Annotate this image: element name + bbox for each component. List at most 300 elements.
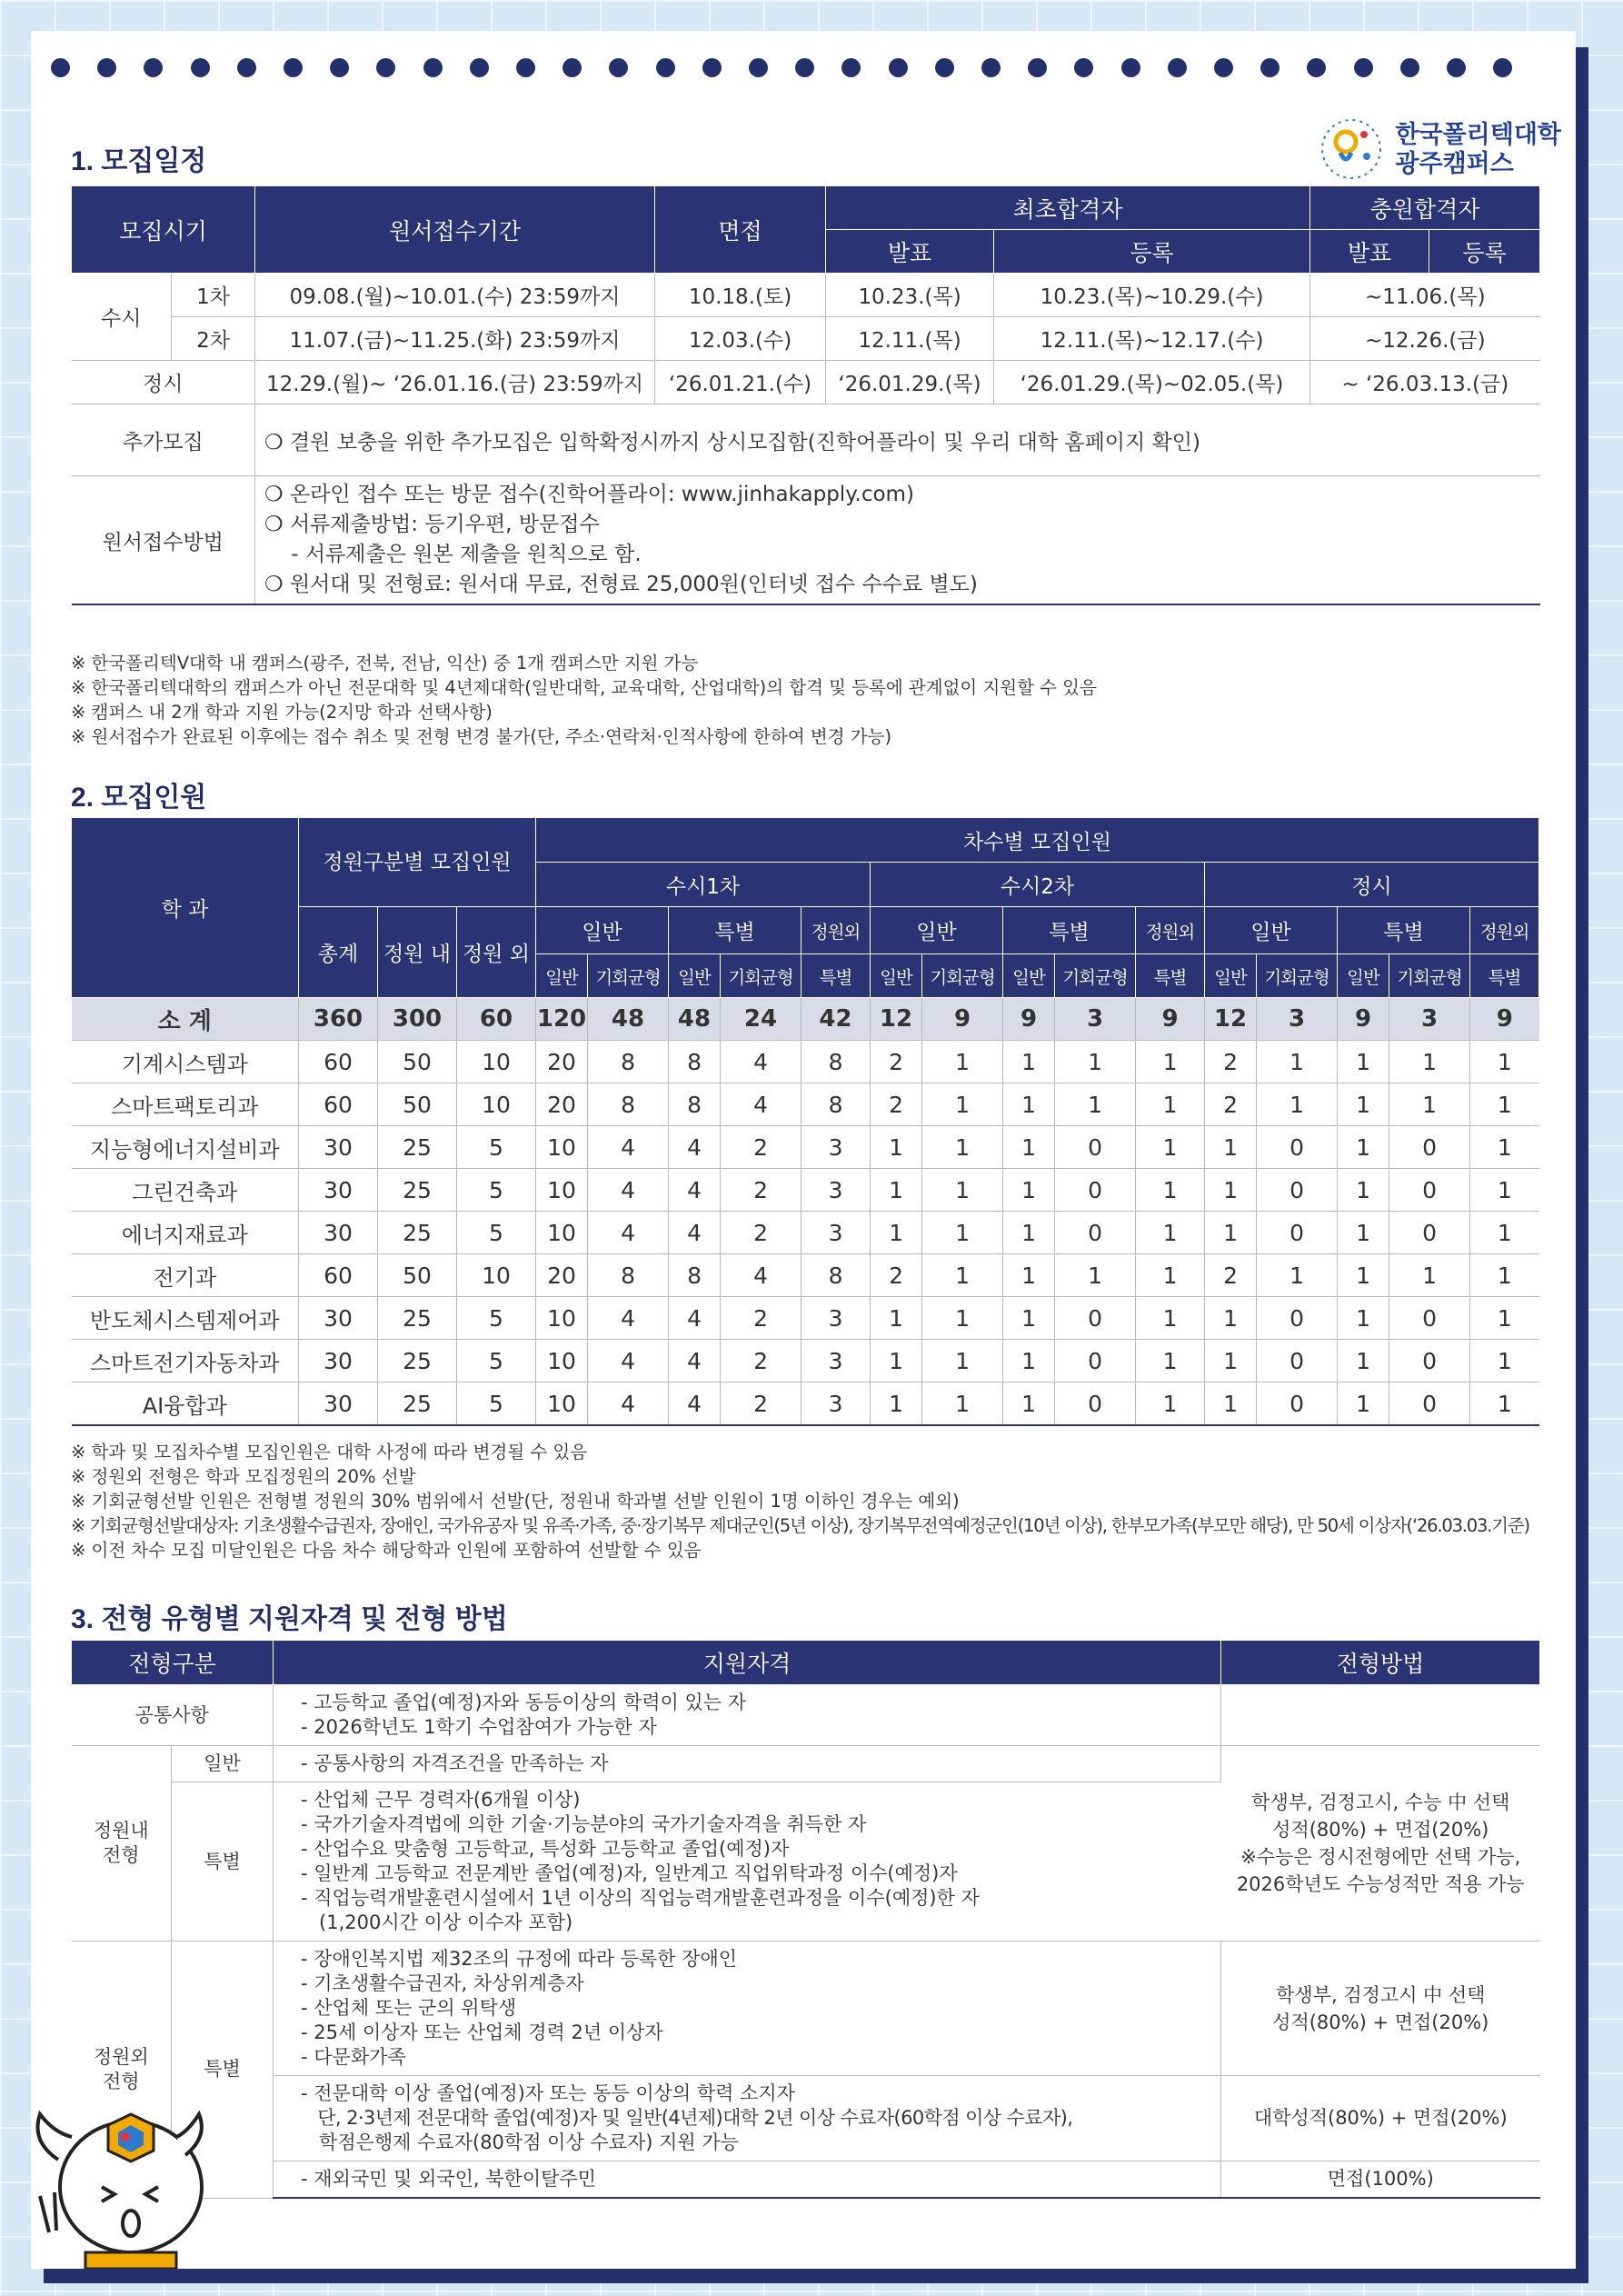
first-announce: ‘26.01.29.(목) <box>826 361 994 404</box>
quota-value: 8 <box>669 1041 721 1083</box>
binder-dot <box>144 58 163 77</box>
quota-value: 0 <box>1055 1212 1136 1254</box>
quota-value: 8 <box>802 1083 871 1126</box>
dept-row <box>72 1297 1539 1340</box>
note: ※ 학과 및 모집차수별 모집인원은 대학 사정에 따라 변경될 수 있음 <box>71 1442 588 1462</box>
section2-notes <box>71 1440 1529 1562</box>
header-total: 총계 <box>299 907 378 998</box>
apply-period: 11.07.(금)~11.25.(화) 23:59까지 <box>255 317 655 361</box>
quota-value: 1 <box>1389 1083 1470 1126</box>
header-extra-announce: 발표 <box>1310 230 1429 274</box>
note: ※ 원서접수가 완료된 이후에는 접수 취소 및 전형 변경 불가(단, 주소·연락처·인적사항에 한하여 변경 가능) <box>71 726 892 747</box>
schedule-row <box>72 274 1540 317</box>
quota-value: 1 <box>922 1212 1003 1254</box>
extra-period: ~11.06.(목) <box>1310 274 1540 317</box>
subtotal-value: 42 <box>802 998 871 1041</box>
quota-value: 5 <box>457 1340 536 1383</box>
quota-value: 20 <box>536 1041 588 1083</box>
quota-value: 3 <box>802 1126 871 1169</box>
quota-value: 4 <box>669 1212 721 1254</box>
binder-dot <box>935 58 954 77</box>
quota-value: 50 <box>378 1083 457 1126</box>
section2-title: 2. 모집인원 <box>71 783 207 813</box>
quota-value: 2 <box>1205 1041 1257 1083</box>
quota-value: 1 <box>922 1083 1003 1126</box>
binder-dot <box>795 58 814 77</box>
quota-value: 25 <box>378 1383 457 1426</box>
quota-value: 1 <box>1205 1383 1257 1426</box>
subtotal-label: 소 계 <box>72 998 299 1041</box>
quota-value: 30 <box>299 1383 378 1426</box>
quota-value: 1 <box>1055 1083 1136 1126</box>
quota-value: 1 <box>1338 1126 1389 1169</box>
qual-line: - 산업체 또는 군의 위탁생 <box>301 1997 517 2019</box>
header-in-quota: 정원 내 <box>378 907 457 998</box>
note: ※ 기회균형선발 인원은 전형별 정원의 30% 범위에서 선발(단, 정원내 학과별 선발 인원이 1명 이하인 경우는 예외) <box>71 1491 960 1512</box>
subtotal-value: 300 <box>378 998 457 1041</box>
binder-dot <box>1121 58 1140 77</box>
header-g-general: 일반 <box>871 954 922 998</box>
quota-value: 25 <box>378 1169 457 1212</box>
quota-value: 4 <box>588 1383 669 1426</box>
header-g-balance: 기회균형 <box>1055 954 1136 998</box>
header-type: 전형구분 <box>72 1641 274 1685</box>
quota-value: 0 <box>1389 1297 1470 1340</box>
quota-value: 25 <box>378 1340 457 1383</box>
method-line: ❍ 온라인 접수 또는 방문 접수(진학어플라이: www.jinhakapply.com) <box>264 483 914 506</box>
binder-dot <box>1493 58 1512 77</box>
quota-value: 2 <box>871 1254 922 1297</box>
binder-dot <box>284 58 303 77</box>
header-period: 모집시기 <box>72 186 255 274</box>
quota-value: 4 <box>588 1126 669 1169</box>
binder-dots <box>51 58 1559 80</box>
common-row <box>72 1685 1540 1746</box>
header-first: 최초합격자 <box>826 186 1310 230</box>
quota-value: 1 <box>1338 1254 1389 1297</box>
out-special-label: 특별 <box>172 1942 274 2199</box>
binder-dot <box>981 58 1001 77</box>
quota-value: 1 <box>1003 1254 1055 1297</box>
dept-row <box>72 1212 1539 1254</box>
subtotal-value: 9 <box>922 998 1003 1041</box>
quota-value: 60 <box>299 1041 378 1083</box>
quota-value: 3 <box>802 1383 871 1426</box>
quota-value: 1 <box>1055 1041 1136 1083</box>
binder-dot <box>1028 58 1047 77</box>
subtotal-row <box>72 998 1539 1041</box>
round-label: 1차 <box>172 274 255 317</box>
quota-value: 8 <box>588 1254 669 1297</box>
quota-value: 1 <box>1136 1254 1205 1297</box>
method-line: ❍ 원서대 및 전형료: 원서대 무료, 전형료 25,000원(인터넷 접수 수수료 별도) <box>264 573 978 596</box>
quota-value: 1 <box>1470 1126 1539 1169</box>
quota-value: 30 <box>299 1297 378 1340</box>
qual-line: 단, 2·3년제 전문대학 졸업(예정)자 및 일반(4년제)대학 2년 이상 수료자(60학점 이상 수료자), <box>301 2107 1073 2129</box>
method-line: - 서류제출은 원본 제출을 원칙으로 함. <box>264 543 642 566</box>
quota-value: 0 <box>1389 1169 1470 1212</box>
in-quota-method: 학생부, 검정고시, 수능 中 선택 성적(80%) + 면접(20%) ※수능은 정시전형에만 선택 가능, 2026학년도 수능성적만 적용 가능 <box>1221 1746 1540 1942</box>
qual-line: - 장애인복지법 제32조의 규정에 따라 등록한 장애인 <box>301 1948 738 1970</box>
quota-value: 1 <box>1389 1254 1470 1297</box>
subtotal-value: 12 <box>871 998 922 1041</box>
first-register: ‘26.01.29.(목)~02.05.(목) <box>994 361 1310 404</box>
method-line: ❍ 서류제출방법: 등기우편, 방문접수 <box>264 513 600 536</box>
quota-value: 1 <box>1338 1383 1389 1426</box>
qual-line: - 직업능력개발훈련시설에서 1년 이상의 직업능력개발훈련과정을 이수(예정)한 자 <box>301 1887 980 1909</box>
qual-line: - 기초생활수급권자, 차상위계층자 <box>301 1972 584 1994</box>
special-label: 특별 <box>172 1782 274 1942</box>
quota-value: 1 <box>1338 1340 1389 1383</box>
quota-value: 2 <box>721 1126 802 1169</box>
subtotal-value: 360 <box>299 998 378 1041</box>
header-first-announce: 발표 <box>826 230 994 274</box>
quota-value: 1 <box>1003 1169 1055 1212</box>
quota-value: 50 <box>378 1254 457 1297</box>
quota-value: 1 <box>1205 1212 1257 1254</box>
quota-value: 1 <box>922 1254 1003 1297</box>
section3-title: 3. 전형 유형별 지원자격 및 전형 방법 <box>71 1604 508 1634</box>
binder-dot <box>237 58 256 77</box>
quota-value: 2 <box>721 1169 802 1212</box>
out-qual-a <box>274 1942 1221 2076</box>
lightbulb-logo-icon <box>1315 113 1388 185</box>
quota-value: 1 <box>1470 1254 1539 1297</box>
quota-value: 1 <box>1470 1083 1539 1126</box>
method-row <box>72 476 1540 605</box>
interview-date: ‘26.01.21.(수) <box>655 361 826 404</box>
quota-value: 20 <box>536 1083 588 1126</box>
qual-line: - 산업수요 맞춤형 고등학교, 특성화 고등학교 졸업(예정)자 <box>301 1838 790 1860</box>
quota-value: 1 <box>1003 1083 1055 1126</box>
quota-value: 1 <box>871 1340 922 1383</box>
out-method-b: 대학성적(80%) + 면접(20%) <box>1221 2076 1540 2161</box>
quota-value: 8 <box>802 1041 871 1083</box>
quota-value: 10 <box>536 1169 588 1212</box>
quota-value: 8 <box>588 1041 669 1083</box>
page <box>31 31 1576 2269</box>
quota-value: 2 <box>721 1212 802 1254</box>
quota-value: 1 <box>1205 1169 1257 1212</box>
binder-dot <box>330 58 349 77</box>
quota-value: 1 <box>1205 1340 1257 1383</box>
criteria-table <box>71 1640 1540 2199</box>
subtotal-value: 3 <box>1055 998 1136 1041</box>
header-method: 전형방법 <box>1221 1641 1540 1685</box>
in-quota-label: 정원내 전형 <box>72 1746 172 1942</box>
common-method <box>1221 1685 1540 1746</box>
quota-value: 1 <box>1136 1297 1205 1340</box>
quota-value: 1 <box>1338 1212 1389 1254</box>
quota-value: 4 <box>588 1212 669 1254</box>
note: ※ 기회균형선발대상자: 기초생활수급권자, 장애인, 국가유공자 및 유족·가족, 중·장기복무 제대군인(5년 이상), 장기복무전역예정군인(10년 이상), 한부모가족(부모만 해당), 만 50세 이상자(‘26.03.03.기준) <box>71 1515 1529 1536</box>
group-label: 정시 <box>72 361 255 404</box>
quota-value: 1 <box>1338 1083 1389 1126</box>
binder-dot <box>191 58 210 77</box>
quota-value: 0 <box>1389 1212 1470 1254</box>
special-qual <box>274 1782 1221 1942</box>
apply-period: 09.08.(월)~10.01.(수) 23:59까지 <box>255 274 655 317</box>
header-apply: 원서접수기간 <box>255 186 655 274</box>
dept-name: 반도체시스템제어과 <box>72 1297 299 1340</box>
quota-value: 1 <box>1003 1383 1055 1426</box>
header-g-general: 일반 <box>1205 954 1257 998</box>
quota-value: 60 <box>299 1083 378 1126</box>
binder-dot <box>1168 58 1187 77</box>
quota-value: 4 <box>669 1340 721 1383</box>
quota-value: 1 <box>1003 1041 1055 1083</box>
quota-value: 8 <box>802 1254 871 1297</box>
quota-value: 10 <box>536 1126 588 1169</box>
quota-value: 1 <box>1257 1041 1338 1083</box>
quota-value: 10 <box>457 1083 536 1126</box>
dept-row <box>72 1126 1539 1169</box>
quota-value: 10 <box>536 1297 588 1340</box>
quota-value: 0 <box>1389 1340 1470 1383</box>
quota-value: 1 <box>1389 1041 1470 1083</box>
quota-value: 1 <box>1136 1212 1205 1254</box>
dept-name: 전기과 <box>72 1254 299 1297</box>
quota-value: 30 <box>299 1169 378 1212</box>
out-method-a: 학생부, 검정고시 中 선택 성적(80%) + 면접(20%) <box>1221 1942 1540 2076</box>
out-method-c: 면접(100%) <box>1221 2161 1540 2199</box>
dept-row <box>72 1383 1539 1426</box>
subtotal-value: 9 <box>1136 998 1205 1041</box>
quota-value: 1 <box>1470 1383 1539 1426</box>
quota-value: 10 <box>536 1212 588 1254</box>
binder-dot <box>1214 58 1233 77</box>
quota-value: 0 <box>1257 1383 1338 1426</box>
quota-value: 1 <box>922 1383 1003 1426</box>
qual-line: - 고등학교 졸업(예정)자와 동등이상의 학력이 있는 자 <box>301 1692 747 1713</box>
quota-value: 1 <box>1136 1126 1205 1169</box>
quota-value: 2 <box>721 1383 802 1426</box>
header-extra: 충원합격자 <box>1310 186 1540 230</box>
subtotal-value: 9 <box>1470 998 1539 1041</box>
quota-value: 2 <box>871 1041 922 1083</box>
quota-value: 4 <box>669 1383 721 1426</box>
quota-value: 50 <box>378 1041 457 1083</box>
header-g-balance: 기회균형 <box>1389 954 1470 998</box>
quota-value: 25 <box>378 1126 457 1169</box>
header-g-general: 일반 <box>669 954 721 998</box>
header-qual: 지원자격 <box>274 1641 1221 1685</box>
quota-value: 0 <box>1055 1383 1136 1426</box>
binder-dot <box>470 58 489 77</box>
header-r3: 정시 <box>1205 863 1539 907</box>
header-outside: 정원외 <box>1136 907 1205 954</box>
note: ※ 한국폴리텍대학의 캠퍼스가 아닌 전문대학 및 4년제대학(일반대학, 교육대학, 산업대학)의 합격 및 등록에 관계없이 지원할 수 있음 <box>71 677 1097 698</box>
binder-dot <box>1400 58 1419 77</box>
quota-value: 0 <box>1257 1297 1338 1340</box>
out-quota-row-b <box>72 2076 1540 2161</box>
quota-value: 0 <box>1055 1297 1136 1340</box>
subtotal-value: 24 <box>721 998 802 1041</box>
quota-value: 1 <box>1003 1297 1055 1340</box>
quota-value: 1 <box>1470 1340 1539 1383</box>
qual-line: 학점은행제 수료자(80학점 이상 수료자) 지원 가능 <box>301 2131 739 2153</box>
quota-value: 1 <box>1338 1041 1389 1083</box>
logo <box>1315 113 1561 185</box>
first-announce: 12.11.(목) <box>826 317 994 361</box>
quota-value: 2 <box>1205 1083 1257 1126</box>
header-s-special: 특별 <box>802 954 871 998</box>
section1-notes <box>71 651 1097 749</box>
additional-row <box>72 404 1540 476</box>
quota-value: 1 <box>922 1297 1003 1340</box>
quota-value: 4 <box>721 1254 802 1297</box>
header-special: 특별 <box>1003 907 1136 954</box>
quota-value: 10 <box>536 1340 588 1383</box>
dept-row <box>72 1169 1539 1212</box>
subtotal-value: 9 <box>1003 998 1055 1041</box>
quota-value: 3 <box>802 1340 871 1383</box>
dept-row <box>72 1041 1539 1083</box>
apply-period: 12.29.(월)~ ‘26.01.16.(금) 23:59까지 <box>255 361 655 404</box>
note: ※ 정원외 전형은 학과 모집정원의 20% 선발 <box>71 1466 416 1487</box>
out-quota-row-c <box>72 2161 1540 2199</box>
header-g-general: 일반 <box>1003 954 1055 998</box>
quota-value: 1 <box>1470 1297 1539 1340</box>
quota-value: 0 <box>1257 1126 1338 1169</box>
quota-value: 4 <box>721 1041 802 1083</box>
quota-value: 3 <box>802 1169 871 1212</box>
quota-value: 30 <box>299 1126 378 1169</box>
qual-line: - 일반계 고등학교 전문계반 졸업(예정)자, 일반계고 직업위탁과정 이수(예정)자 <box>301 1862 958 1884</box>
subtotal-value: 120 <box>536 998 588 1041</box>
quota-value: 1 <box>922 1169 1003 1212</box>
header-g-balance: 기회균형 <box>721 954 802 998</box>
qual-line: - 국가기술자격법에 의한 기술·기능분야의 국가기술자격을 취득한 자 <box>301 1813 867 1835</box>
quota-value: 25 <box>378 1297 457 1340</box>
quota-value: 1 <box>922 1126 1003 1169</box>
header-general: 일반 <box>1205 907 1338 954</box>
dept-name: 지능형에너지설비과 <box>72 1126 299 1169</box>
binder-dot <box>423 58 443 77</box>
general-label: 일반 <box>172 1746 274 1782</box>
quota-value: 1 <box>1470 1169 1539 1212</box>
binder-dot <box>1260 58 1279 77</box>
quota-value: 1 <box>1338 1169 1389 1212</box>
quota-value: 1 <box>871 1297 922 1340</box>
binder-dot <box>51 58 70 77</box>
header-g-general: 일반 <box>1338 954 1389 998</box>
subtotal-value: 48 <box>588 998 669 1041</box>
binder-dot <box>1354 58 1373 77</box>
logo-line1: 한국폴리텍대학 <box>1395 121 1561 148</box>
qual-line: - 전문대학 이상 졸업(예정)자 또는 동등 이상의 학력 소지자 <box>301 2082 795 2104</box>
first-register: 12.11.(목)~12.17.(수) <box>994 317 1310 361</box>
qual-line: - 2026학년도 1학기 수업참여가 가능한 자 <box>301 1716 657 1738</box>
dept-name: 그린건축과 <box>72 1169 299 1212</box>
out-qual-c <box>274 2161 1221 2199</box>
qual-line: - 다문화가족 <box>301 2046 406 2068</box>
subtotal-value: 48 <box>669 998 721 1041</box>
note: ※ 캠퍼스 내 2개 학과 지원 가능(2지망 학과 선택사항) <box>71 702 493 723</box>
quota-value: 10 <box>457 1041 536 1083</box>
quota-value: 60 <box>299 1254 378 1297</box>
quota-value: 10 <box>536 1383 588 1426</box>
section1-title: 1. 모집일정 <box>71 146 207 176</box>
schedule-row <box>72 317 1540 361</box>
binder-dot <box>1074 58 1093 77</box>
schedule-table <box>71 185 1540 605</box>
dept-name: 스마트전기자동차과 <box>72 1340 299 1383</box>
quota-value: 10 <box>457 1254 536 1297</box>
quota-value: 1 <box>1205 1297 1257 1340</box>
quota-value: 2 <box>1205 1254 1257 1297</box>
quota-value: 1 <box>1136 1041 1205 1083</box>
method-label: 원서접수방법 <box>72 476 255 605</box>
quota-value: 4 <box>721 1083 802 1126</box>
binder-dot <box>97 58 116 77</box>
header-g-balance: 기회균형 <box>922 954 1003 998</box>
quota-value: 5 <box>457 1212 536 1254</box>
mascot-illustration <box>31 2051 204 2269</box>
interview-date: 12.03.(수) <box>655 317 826 361</box>
binder-dot <box>702 58 722 77</box>
interview-date: 10.18.(토) <box>655 274 826 317</box>
quota-value: 1 <box>871 1126 922 1169</box>
binder-dot <box>563 58 582 77</box>
header-interview: 면접 <box>655 186 826 274</box>
quota-value: 1 <box>1003 1126 1055 1169</box>
header-s-special: 특별 <box>1136 954 1205 998</box>
quota-value: 1 <box>1136 1340 1205 1383</box>
out-qual-b <box>274 2076 1221 2161</box>
quota-value: 20 <box>536 1254 588 1297</box>
out-quota-label: 정원외 전형 <box>72 1942 172 2199</box>
quota-value: 4 <box>669 1169 721 1212</box>
header-first-register: 등록 <box>994 230 1310 274</box>
quota-value: 1 <box>1257 1254 1338 1297</box>
header-extra-register: 등록 <box>1429 230 1540 274</box>
quota-value: 1 <box>1470 1212 1539 1254</box>
quota-value: 0 <box>1055 1169 1136 1212</box>
header-r1: 수시1차 <box>536 863 871 907</box>
quota-value: 1 <box>1003 1340 1055 1383</box>
header-outside: 정원외 <box>802 907 871 954</box>
quota-value: 2 <box>721 1297 802 1340</box>
quota-value: 5 <box>457 1126 536 1169</box>
header-general: 일반 <box>536 907 669 954</box>
quota-value: 0 <box>1055 1126 1136 1169</box>
binder-dot <box>516 58 535 77</box>
header-special: 특별 <box>669 907 802 954</box>
first-announce: 10.23.(목) <box>826 274 994 317</box>
extra-period: ~12.26.(금) <box>1310 317 1540 361</box>
quota-value: 1 <box>1003 1212 1055 1254</box>
qual-line: - 산업체 근무 경력자(6개월 이상) <box>301 1789 581 1811</box>
dept-name: 기계시스템과 <box>72 1041 299 1083</box>
quota-value: 3 <box>802 1297 871 1340</box>
qual-line: (1,200시간 이상 이수자 포함) <box>301 1912 573 1933</box>
round-label: 2차 <box>172 317 255 361</box>
quota-value: 1 <box>871 1169 922 1212</box>
method-text <box>255 476 1540 605</box>
first-register: 10.23.(목)~10.29.(수) <box>994 274 1310 317</box>
quota-value: 8 <box>588 1083 669 1126</box>
quota-value: 1 <box>1470 1041 1539 1083</box>
extra-period: ~ ‘26.03.13.(금) <box>1310 361 1540 404</box>
quota-value: 1 <box>1136 1083 1205 1126</box>
additional-label: 추가모집 <box>72 404 255 476</box>
quota-value: 2 <box>721 1340 802 1383</box>
quota-table <box>71 817 1539 1426</box>
group-label: 수시 <box>72 274 172 361</box>
quota-value: 30 <box>299 1340 378 1383</box>
header-g-balance: 기회균형 <box>588 954 669 998</box>
